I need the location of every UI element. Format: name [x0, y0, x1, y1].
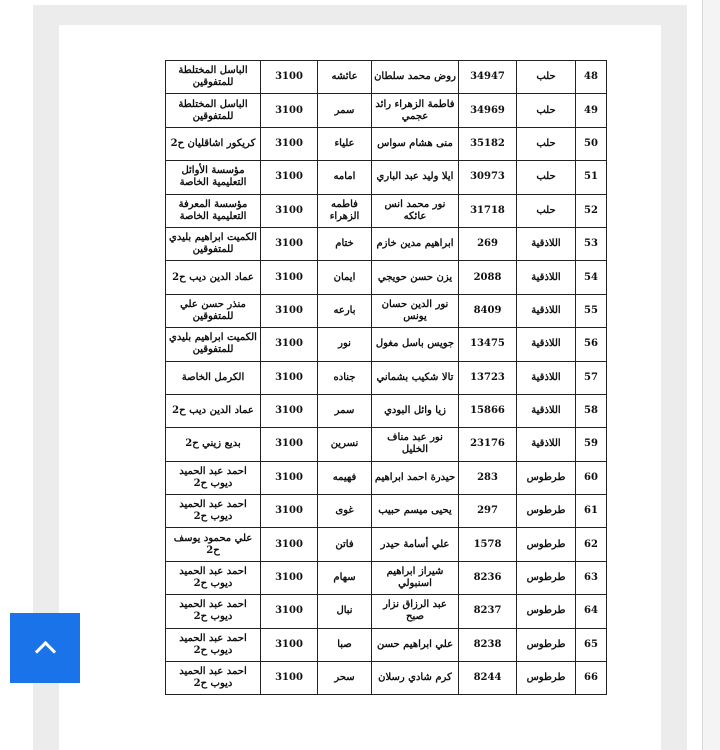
- mother-name-cell: فهيمه: [318, 461, 372, 494]
- governorate-cell: حلب: [517, 127, 576, 160]
- mother-name-cell: نور: [318, 328, 372, 361]
- total-score-cell: 3100: [261, 461, 318, 494]
- mother-name-cell: ختام: [318, 227, 372, 260]
- student-name-cell: شيراز ابراهيم اسنبولي: [372, 561, 459, 594]
- student-name-cell: علي ابراهيم حسن: [372, 628, 459, 661]
- table-row: [166, 428, 607, 461]
- total-score-cell: 3100: [261, 428, 318, 461]
- school-name-cell: عماد الدين ديب ح2: [166, 261, 261, 294]
- row-number-cell: 63: [576, 561, 607, 594]
- mother-name-cell: نسرين: [318, 428, 372, 461]
- governorate-cell: اللاذقية: [517, 294, 576, 327]
- governorate-cell: اللاذقية: [517, 361, 576, 394]
- total-score-cell: 3100: [261, 528, 318, 561]
- row-number-cell: 59: [576, 428, 607, 461]
- mother-name-cell: علياء: [318, 127, 372, 160]
- total-score-cell: 3100: [261, 261, 318, 294]
- table-row: [166, 294, 607, 327]
- school-name-cell: كريكور اشاقليان ح2: [166, 127, 261, 160]
- total-score-cell: 3100: [261, 361, 318, 394]
- mother-name-cell: عائشه: [318, 61, 372, 94]
- governorate-cell: اللاذقية: [517, 261, 576, 294]
- student-name-cell: ايلا وليد عبد الباري: [372, 161, 459, 194]
- total-score-cell: 3100: [261, 61, 318, 94]
- student-name-cell: يزن حسن حويجي: [372, 261, 459, 294]
- student-name-cell: فاطمة الزهراء رائد عجمي: [372, 94, 459, 127]
- school-name-cell: احمد عبد الحميد ديوب ح2: [166, 628, 261, 661]
- total-score-cell: 3100: [261, 561, 318, 594]
- results-table: [165, 60, 607, 695]
- row-number-cell: 66: [576, 662, 607, 695]
- chevron-up-icon: [34, 640, 55, 661]
- governorate-cell: طرطوس: [517, 595, 576, 628]
- student-name-cell: نور عبد مناف الخليل: [372, 428, 459, 461]
- school-name-cell: مؤسسة الأوائل التعليمية الخاصة: [166, 161, 261, 194]
- row-number-cell: 60: [576, 461, 607, 494]
- table-row: [166, 261, 607, 294]
- subscription-number-cell: 8238: [459, 628, 517, 661]
- student-name-cell: نور الدين حسان يونس: [372, 294, 459, 327]
- subscription-number-cell: 13723: [459, 361, 517, 394]
- total-score-cell: 3100: [261, 595, 318, 628]
- scroll-to-top-button[interactable]: [10, 613, 80, 683]
- student-name-cell: حيدرة احمد ابراهيم: [372, 461, 459, 494]
- row-number-cell: 57: [576, 361, 607, 394]
- school-name-cell: مؤسسة المعرفة التعليمية الخاصة: [166, 194, 261, 227]
- subscription-number-cell: 31718: [459, 194, 517, 227]
- row-number-cell: 50: [576, 127, 607, 160]
- subscription-number-cell: 15866: [459, 394, 517, 427]
- school-name-cell: احمد عبد الحميد ديوب ح2: [166, 662, 261, 695]
- governorate-cell: حلب: [517, 94, 576, 127]
- row-number-cell: 53: [576, 227, 607, 260]
- mother-name-cell: سمر: [318, 394, 372, 427]
- mother-name-cell: جناده: [318, 361, 372, 394]
- student-name-cell: عبد الرزاق نزار صبح: [372, 595, 459, 628]
- mother-name-cell: سحر: [318, 662, 372, 695]
- governorate-cell: اللاذقية: [517, 394, 576, 427]
- table-row: [166, 328, 607, 361]
- school-name-cell: عماد الدين ديب ح2: [166, 394, 261, 427]
- total-score-cell: 3100: [261, 227, 318, 260]
- table-row: [166, 127, 607, 160]
- subscription-number-cell: 13475: [459, 328, 517, 361]
- school-name-cell: منذر حسن علي للمتفوقين: [166, 294, 261, 327]
- mother-name-cell: فاطمه الزهراء: [318, 194, 372, 227]
- mother-name-cell: نبال: [318, 595, 372, 628]
- student-name-cell: ابراهيم مدين خازم: [372, 227, 459, 260]
- school-name-cell: الباسل المختلطة للمتفوقين: [166, 61, 261, 94]
- mother-name-cell: سهام: [318, 561, 372, 594]
- row-number-cell: 55: [576, 294, 607, 327]
- student-name-cell: جويس باسل مغول: [372, 328, 459, 361]
- table-row: [166, 94, 607, 127]
- school-name-cell: الكميت ابراهيم بليدي للمتفوقين: [166, 227, 261, 260]
- table-row: [166, 61, 607, 94]
- total-score-cell: 3100: [261, 662, 318, 695]
- school-name-cell: الباسل المختلطة للمتفوقين: [166, 94, 261, 127]
- school-name-cell: الكميت ابراهيم بليدي للمتفوقين: [166, 328, 261, 361]
- mother-name-cell: ايمان: [318, 261, 372, 294]
- mother-name-cell: غوى: [318, 495, 372, 528]
- student-name-cell: يحيى ميسم حبيب: [372, 495, 459, 528]
- table-row: [166, 161, 607, 194]
- table-row: [166, 561, 607, 594]
- row-number-cell: 61: [576, 495, 607, 528]
- subscription-number-cell: 34969: [459, 94, 517, 127]
- governorate-cell: طرطوس: [517, 495, 576, 528]
- school-name-cell: بديع زيني ح2: [166, 428, 261, 461]
- row-number-cell: 56: [576, 328, 607, 361]
- governorate-cell: طرطوس: [517, 662, 576, 695]
- student-name-cell: زيا وائل البودي: [372, 394, 459, 427]
- governorate-cell: طرطوس: [517, 461, 576, 494]
- student-name-cell: روض محمد سلطان: [372, 61, 459, 94]
- row-number-cell: 49: [576, 94, 607, 127]
- governorate-cell: طرطوس: [517, 628, 576, 661]
- total-score-cell: 3100: [261, 394, 318, 427]
- mother-name-cell: سمر: [318, 94, 372, 127]
- row-number-cell: 54: [576, 261, 607, 294]
- mother-name-cell: فاتن: [318, 528, 372, 561]
- total-score-cell: 3100: [261, 628, 318, 661]
- governorate-cell: حلب: [517, 194, 576, 227]
- total-score-cell: 3100: [261, 294, 318, 327]
- governorate-cell: اللاذقية: [517, 428, 576, 461]
- mother-name-cell: امامه: [318, 161, 372, 194]
- total-score-cell: 3100: [261, 495, 318, 528]
- student-name-cell: كرم شادي رسلان: [372, 662, 459, 695]
- school-name-cell: احمد عبد الحميد ديوب ح2: [166, 561, 261, 594]
- table-row: [166, 194, 607, 227]
- governorate-cell: طرطوس: [517, 528, 576, 561]
- total-score-cell: 3100: [261, 194, 318, 227]
- school-name-cell: احمد عبد الحميد ديوب ح2: [166, 495, 261, 528]
- subscription-number-cell: 8409: [459, 294, 517, 327]
- subscription-number-cell: 34947: [459, 61, 517, 94]
- governorate-cell: حلب: [517, 161, 576, 194]
- mother-name-cell: بارعه: [318, 294, 372, 327]
- row-number-cell: 51: [576, 161, 607, 194]
- table-row: [166, 495, 607, 528]
- table-row: [166, 227, 607, 260]
- subscription-number-cell: 2088: [459, 261, 517, 294]
- subscription-number-cell: 35182: [459, 127, 517, 160]
- subscription-number-cell: 283: [459, 461, 517, 494]
- total-score-cell: 3100: [261, 328, 318, 361]
- student-name-cell: منى هشام سواس: [372, 127, 459, 160]
- student-name-cell: تالا شكيب بشماني: [372, 361, 459, 394]
- school-name-cell: الكرمل الخاصة: [166, 361, 261, 394]
- table-row: [166, 528, 607, 561]
- school-name-cell: احمد عبد الحميد ديوب ح2: [166, 595, 261, 628]
- governorate-cell: اللاذقية: [517, 328, 576, 361]
- total-score-cell: 3100: [261, 94, 318, 127]
- mother-name-cell: صبا: [318, 628, 372, 661]
- table-row: [166, 361, 607, 394]
- table-row: [166, 394, 607, 427]
- school-name-cell: احمد عبد الحميد ديوب ح2: [166, 461, 261, 494]
- governorate-cell: اللاذقية: [517, 227, 576, 260]
- results-table-body: [166, 61, 607, 695]
- row-number-cell: 48: [576, 61, 607, 94]
- table-row: [166, 461, 607, 494]
- row-number-cell: 64: [576, 595, 607, 628]
- row-number-cell: 62: [576, 528, 607, 561]
- subscription-number-cell: 8244: [459, 662, 517, 695]
- table-row: [166, 595, 607, 628]
- governorate-cell: طرطوس: [517, 561, 576, 594]
- student-name-cell: نور محمد انس عائكه: [372, 194, 459, 227]
- subscription-number-cell: 1578: [459, 528, 517, 561]
- subscription-number-cell: 30973: [459, 161, 517, 194]
- subscription-number-cell: 269: [459, 227, 517, 260]
- scrollbar-track[interactable]: [702, 0, 720, 750]
- row-number-cell: 52: [576, 194, 607, 227]
- governorate-cell: حلب: [517, 61, 576, 94]
- table-row: [166, 662, 607, 695]
- table-row: [166, 628, 607, 661]
- subscription-number-cell: 23176: [459, 428, 517, 461]
- subscription-number-cell: 8237: [459, 595, 517, 628]
- school-name-cell: علي محمود يوسف ح2: [166, 528, 261, 561]
- total-score-cell: 3100: [261, 127, 318, 160]
- total-score-cell: 3100: [261, 161, 318, 194]
- row-number-cell: 58: [576, 394, 607, 427]
- subscription-number-cell: 297: [459, 495, 517, 528]
- student-name-cell: علي أسامة حيدر: [372, 528, 459, 561]
- row-number-cell: 65: [576, 628, 607, 661]
- subscription-number-cell: 8236: [459, 561, 517, 594]
